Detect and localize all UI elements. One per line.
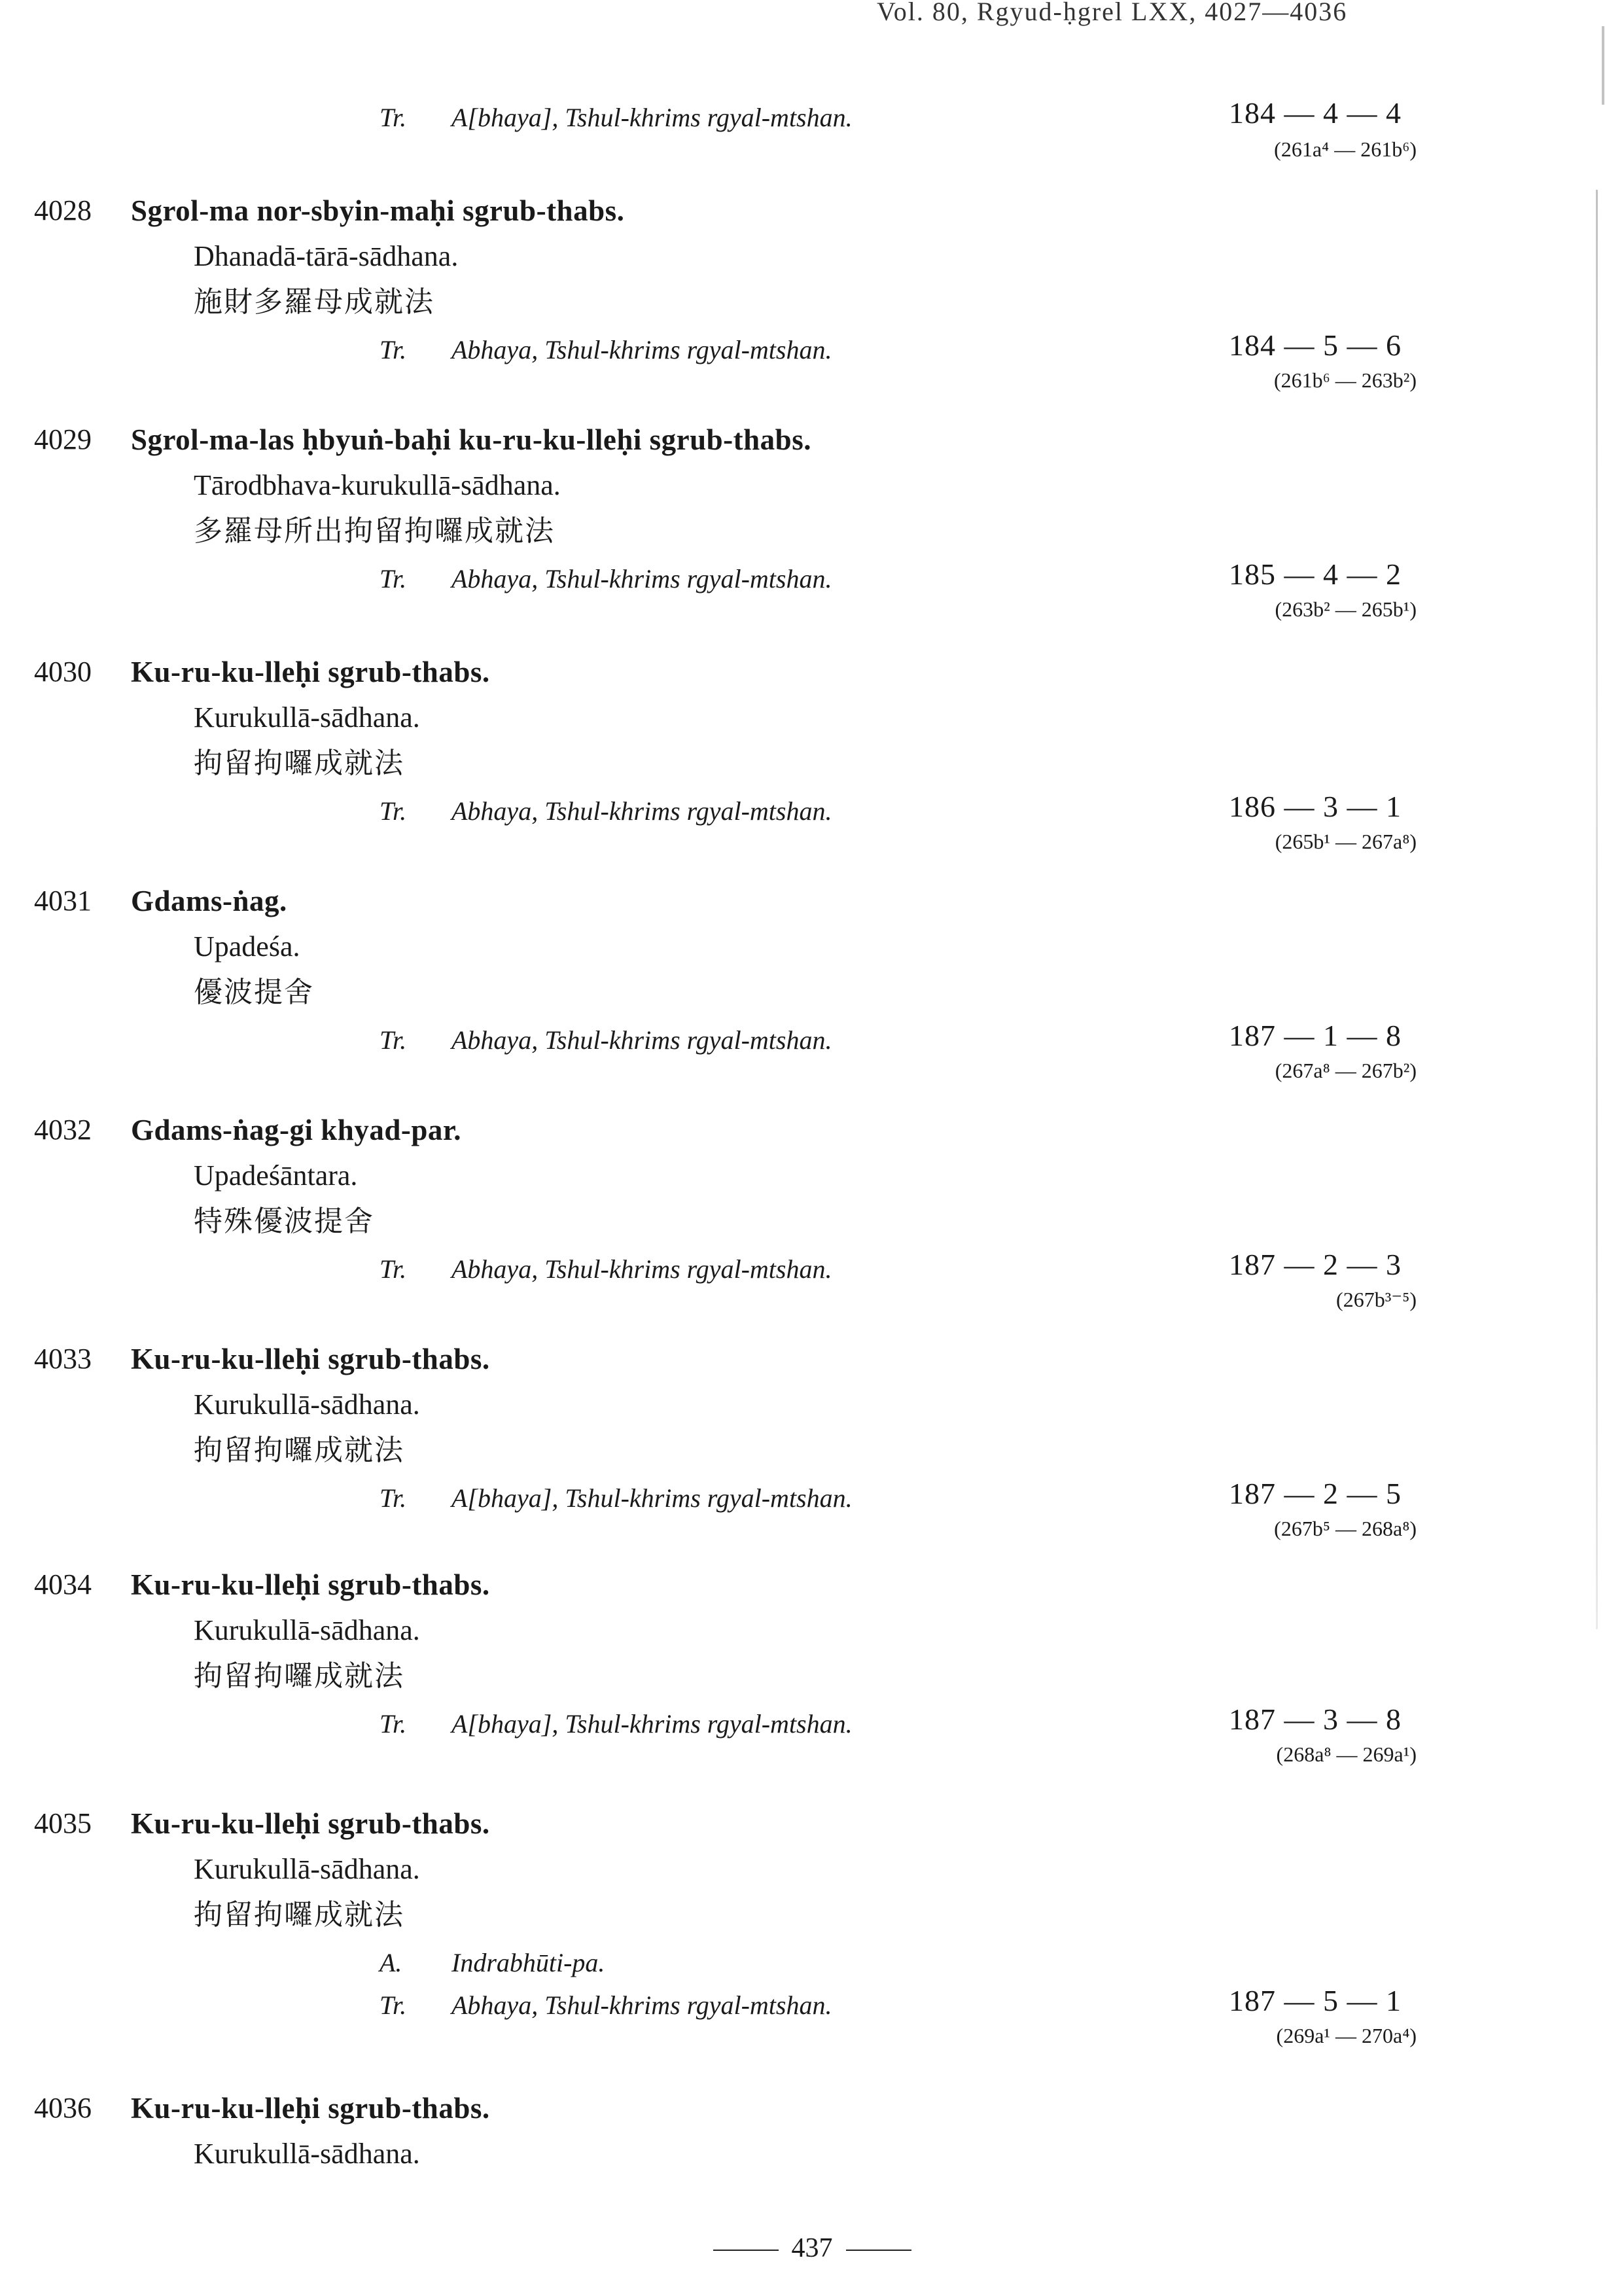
translator-line [380,1711,853,1737]
page-footer [0,2233,1624,2264]
sanskrit-title: Kurukullā-sādhana. [194,1388,420,1421]
folio-range: (268a⁸ — 269a¹) [1276,1742,1417,1766]
author-name: Indrabhūti-pa. [451,1948,605,1977]
entry-number: 4033 [34,1343,92,1375]
scan-edge-mark-top [1602,26,1604,105]
author-label: A. [380,1948,402,1977]
chinese-title: 拘留拘囉成就法 [194,1434,404,1467]
translator-label: Tr. [380,1709,407,1739]
translator-names: Abhaya, Tshul-khrims rgyal-mtshan. [451,796,832,826]
chinese-title: 施財多羅母成就法 [194,285,434,319]
sanskrit-title: Kurukullā-sādhana. [194,1614,420,1646]
translator-label: Tr. [380,335,407,364]
volume-reference: 186 — 3 — 1 [1229,790,1402,823]
translator-label: Tr. [380,1483,407,1513]
tibetan-title: Ku-ru-ku-lleḥi sgrub-thabs. [131,1568,490,1601]
translator-names: A[bhaya], Tshul-khrims rgyal-mtshan. [451,1709,853,1739]
tibetan-title: Ku-ru-ku-lleḥi sgrub-thabs. [131,2092,490,2125]
translator-line [380,798,832,824]
tibetan-title: Gdams-ṅag. [131,885,287,917]
volume-reference: 184 — 5 — 6 [1229,328,1402,362]
folio-range: (265b¹ — 267a⁸) [1275,830,1417,853]
translator-line [380,337,832,363]
chinese-title: 拘留拘囉成就法 [194,1659,404,1693]
translator-line [380,1027,832,1053]
entry-number: 4030 [34,656,92,688]
author-line [380,1950,605,1976]
volume-reference: 187 — 2 — 5 [1229,1477,1402,1510]
translator-label: Tr. [380,1990,407,2020]
folio-range: (267b³⁻⁵) [1336,1288,1417,1311]
translator-names: Abhaya, Tshul-khrims rgyal-mtshan. [451,1990,832,2020]
folio-range: (269a¹ — 270a⁴) [1276,2024,1417,2047]
translator-names: Abhaya, Tshul-khrims rgyal-mtshan. [451,1254,832,1284]
volume-reference: 185 — 4 — 2 [1229,557,1402,591]
sanskrit-title: Upadeśa. [194,930,300,963]
tibetan-title: Sgrol-ma nor-sbyin-maḥi sgrub-thabs. [131,194,625,227]
entry-number: 4031 [34,885,92,917]
entry-number: 4035 [34,1807,92,1839]
entry-number: 4032 [34,1114,92,1146]
translator-label: Tr. [380,103,407,132]
translator-line [380,105,853,131]
translator-line [380,1256,832,1282]
tibetan-title: Gdams-ṅag-gi khyad-par. [131,1114,461,1146]
entry-number: 4036 [34,2092,92,2124]
tibetan-title: Ku-ru-ku-lleḥi sgrub-thabs. [131,1343,490,1375]
tibetan-title: Sgrol-ma-las ḥbyuṅ-baḥi ku-ru-ku-lleḥi sgrub-thabs. [131,423,811,456]
footer-dash-right [846,2250,911,2251]
folio-range: (263b² — 265b¹) [1275,597,1417,621]
sanskrit-title: Kurukullā-sādhana. [194,2138,420,2170]
translator-names: Abhaya, Tshul-khrims rgyal-mtshan. [451,1025,832,1055]
sanskrit-title: Kurukullā-sādhana. [194,1853,420,1885]
translator-label: Tr. [380,1254,407,1284]
folio-range: (267b⁵ — 268a⁸) [1274,1517,1417,1540]
translator-line [380,1485,853,1511]
translator-names: Abhaya, Tshul-khrims rgyal-mtshan. [451,564,832,593]
translator-label: Tr. [380,796,407,826]
chinese-title: 特殊優波提舍 [194,1205,374,1238]
entry-number: 4029 [34,423,92,455]
volume-reference: 187 — 2 — 3 [1229,1248,1402,1281]
chinese-title: 優波提舍 [194,976,314,1009]
folio-range: (261b⁶ — 263b²) [1273,368,1417,392]
folio-range: (261a⁴ — 261b⁶) [1274,137,1417,161]
running-header: Vol. 80, Rgyud-ḥgrel LXX, 4027—4036 [877,0,1348,26]
folio-range: (267a⁸ — 267b²) [1275,1059,1417,1082]
scan-edge-mark [1596,190,1598,1629]
sanskrit-title: Tārodbhava-kurukullā-sādhana. [194,469,561,501]
sanskrit-title: Upadeśāntara. [194,1159,358,1192]
entry-number: 4028 [34,194,92,226]
sanskrit-title: Kurukullā-sādhana. [194,701,420,733]
volume-reference: 184 — 4 — 4 [1229,96,1402,130]
chinese-title: 多羅母所出拘留拘囉成就法 [194,514,555,548]
volume-reference: 187 — 5 — 1 [1229,1984,1402,2017]
entry-number: 4034 [34,1568,92,1600]
translator-line [380,566,832,592]
sanskrit-title: Dhanadā-tārā-sādhana. [194,240,459,272]
translator-names: A[bhaya], Tshul-khrims rgyal-mtshan. [451,1483,853,1513]
tibetan-title: Ku-ru-ku-lleḥi sgrub-thabs. [131,656,490,688]
translator-names: Abhaya, Tshul-khrims rgyal-mtshan. [451,335,832,364]
volume-reference: 187 — 3 — 8 [1229,1703,1402,1736]
translator-label: Tr. [380,564,407,593]
volume-reference: 187 — 1 — 8 [1229,1019,1402,1052]
page-number: 437 [791,2233,833,2263]
translator-names: A[bhaya], Tshul-khrims rgyal-mtshan. [451,103,853,132]
translator-label: Tr. [380,1025,407,1055]
translator-line [380,1992,832,2019]
chinese-title: 拘留拘囉成就法 [194,1898,404,1932]
tibetan-title: Ku-ru-ku-lleḥi sgrub-thabs. [131,1807,490,1840]
footer-dash-left [713,2250,779,2251]
chinese-title: 拘留拘囉成就法 [194,747,404,780]
